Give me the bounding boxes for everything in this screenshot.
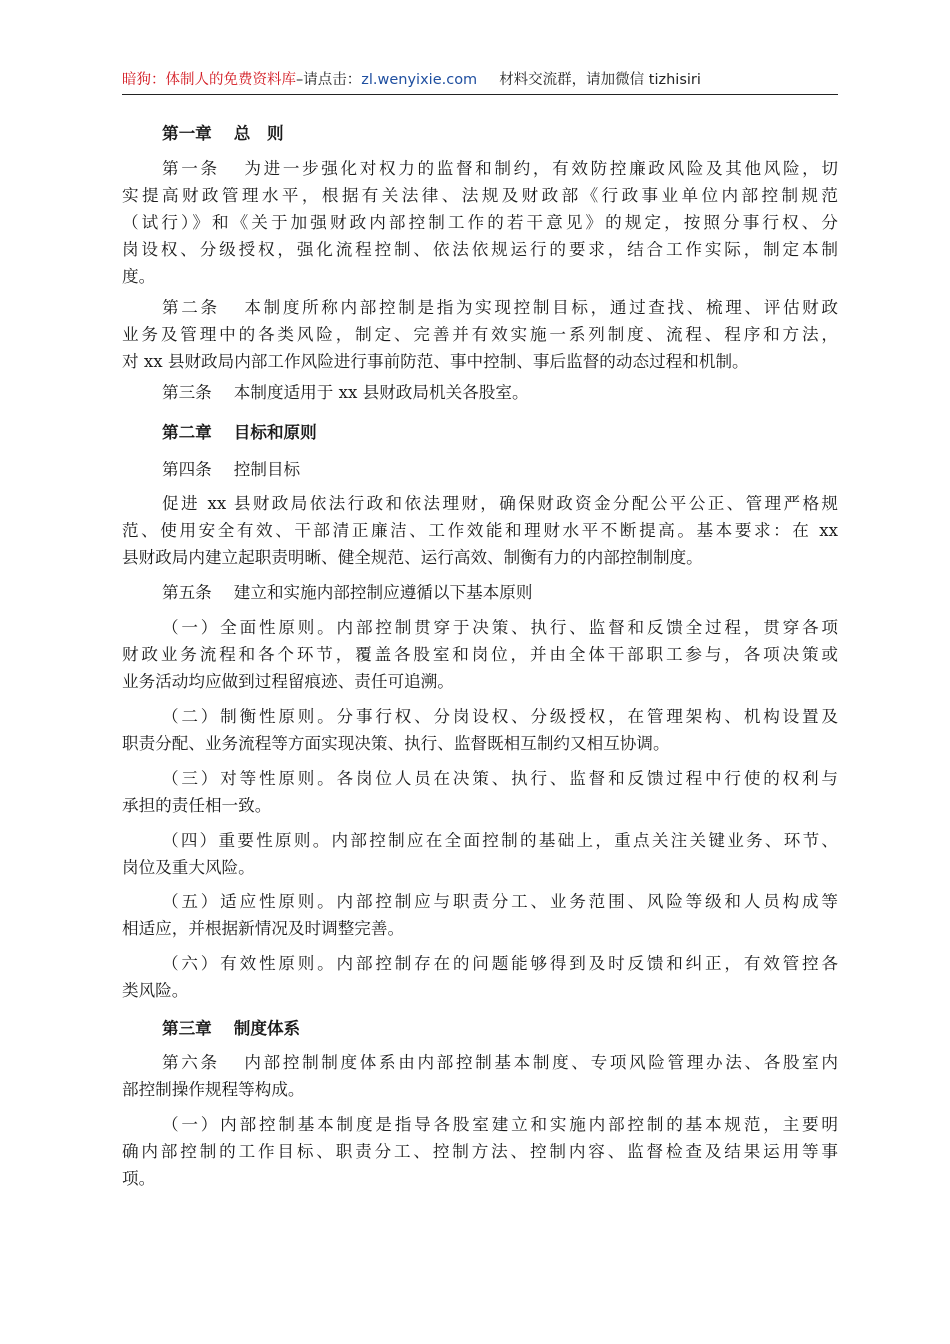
principle-line: （五）适应性原则。内部控制应与职责分工、业务范围、风险等级和人员构成等 — [162, 892, 838, 911]
article-1-line: 岗设权、分级授权，强化流程控制、依法依规运行的要求，结合工作实际，制定本制 — [122, 240, 838, 259]
article-2-line: 第二条 本制度所称内部控制是指为实现控制目标，通过查找、梳理、评估财政 — [162, 298, 839, 317]
article-6-line: 部控制操作规程等构成。 — [122, 1080, 305, 1099]
principle-line: （二）制衡性原则。分事行权、分岗设权、分级授权，在管理架构、机构设置及 — [162, 707, 838, 726]
article-1-line: 实提高财政管理水平，根据有关法律、法规及财政部《行政事业单位内部控制规范 — [122, 186, 838, 205]
principle-line: 相适应，并根据新情况及时调整完善。 — [122, 919, 405, 938]
header-contact-text: 材料交流群，请加微信 tizhisiri — [499, 72, 701, 88]
system-line: （一）内部控制基本制度是指导各股室建立和实施内部控制的基本规范，主要明 — [162, 1115, 838, 1134]
paragraph-line: 范、使用安全有效、干部清正廉洁、工作效能和理财水平不断提高。基本要求：在 xx — [122, 521, 838, 540]
article-2-line: 对 xx 县财政局内部工作风险进行事前防范、事中控制、事后监督的动态过程和机制。 — [122, 352, 749, 371]
article-6-line: 第六条 内部控制制度体系由内部控制基本制度、专项风险管理办法、各股室内 — [162, 1053, 839, 1072]
principle-line: 岗位及重大风险。 — [122, 858, 255, 877]
principle-line: 财政业务流程和各个环节，覆盖各股室和岗位，并由全体干部职工参与，各项决策或 — [122, 645, 838, 664]
article-5-line: 第五条 建立和实施内部控制应遵循以下基本原则 — [162, 583, 533, 602]
paragraph-line: 促进 xx 县财政局依法行政和依法理财，确保财政资金分配公平公正、管理严格规 — [162, 494, 838, 513]
system-line: 确内部控制的工作目标、职责分工、控制方法、控制内容、监督检查及结果运用等事 — [122, 1142, 838, 1161]
principle-line: 职责分配、业务流程等方面实现决策、执行、监督既相互制约又相互协调。 — [122, 734, 670, 753]
chapter-2-title: 第二章 目标和原则 — [162, 422, 317, 442]
article-1-line: 度。 — [122, 267, 156, 286]
article-1-line: （试行）》和《关于加强财政内部控制工作的若干意见》的规定，按照分事行权、分 — [122, 213, 838, 232]
page-header — [122, 68, 838, 95]
article-3-line: 第三条 本制度适用于 xx 县财政局机关各股室。 — [162, 383, 529, 402]
paragraph-line: 县财政局内建立起职责明晰、健全规范、运行高效、制衡有力的内部控制制度。 — [122, 548, 703, 567]
header-link[interactable]: zl.wenyixie.com — [361, 72, 478, 88]
header-link-prefix: –请点击： — [296, 72, 362, 88]
chapter-3-title: 第三章 制度体系 — [162, 1018, 301, 1038]
header-brand-text: 暗狗：体制人的免费资料库 — [122, 72, 296, 88]
article-1-line: 第一条 为进一步强化对权力的监督和制约，有效防控廉政风险及其他风险，切 — [162, 159, 839, 178]
principle-line: 业务活动均应做到过程留痕迹、责任可追溯。 — [122, 672, 454, 691]
principle-line: （四）重要性原则。内部控制应在全面控制的基础上，重点关注关键业务、环节、 — [162, 831, 838, 850]
principle-line: （三）对等性原则。各岗位人员在决策、执行、监督和反馈过程中行使的权利与 — [162, 769, 838, 788]
principle-line: 承担的责任相一致。 — [122, 796, 272, 815]
chapter-1-title: 第一章 总 则 — [162, 123, 284, 143]
principle-line: （六）有效性原则。内部控制存在的问题能够得到及时反馈和纠正，有效管控各 — [162, 954, 838, 973]
principle-line: （一）全面性原则。内部控制贯穿于决策、执行、监督和反馈全过程，贯穿各项 — [162, 618, 838, 637]
principle-line: 类风险。 — [122, 981, 189, 1000]
article-2-line: 业务及管理中的各类风险，制定、完善并有效实施一系列制度、流程、程序和方法， — [122, 325, 838, 344]
system-line: 项。 — [122, 1169, 156, 1188]
article-4-line: 第四条 控制目标 — [162, 460, 301, 479]
